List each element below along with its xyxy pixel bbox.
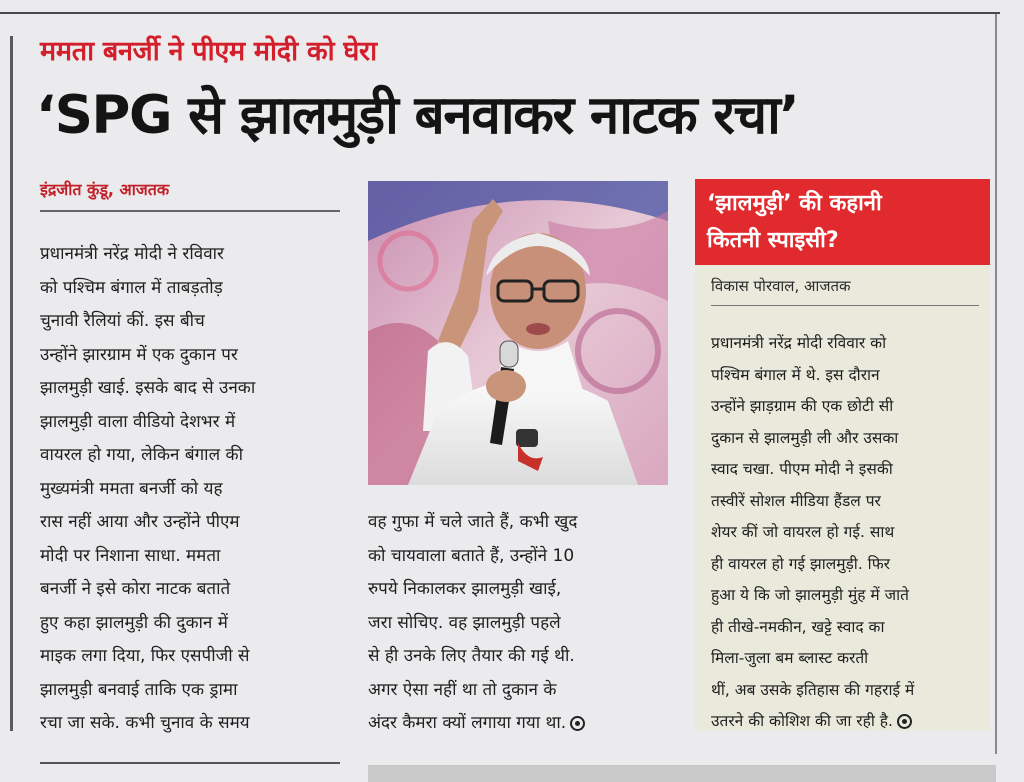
sidebar-title-line: ‘झालमुड़ी’ की कहानी (707, 191, 882, 216)
left-column-rule (10, 36, 13, 731)
next-item-strip (368, 765, 996, 782)
sidebar-line: मिला-जुला बम ब्लास्ट करती (711, 649, 869, 667)
sidebar-line: शेयर कीं जो वायरल हो गई. साथ (711, 523, 895, 541)
sidebar-line: स्वाद चखा. पीएम मोदी ने इसकी (711, 460, 893, 478)
article-line: को पश्चिम बंगाल में ताबड़तोड़ (40, 277, 223, 298)
headline: ‘SPG से झालमुड़ी बनवाकर नाटक रचा’ (36, 85, 799, 146)
sidebar-line: पश्चिम बंगाल में थे. इस दौरान (711, 365, 880, 384)
article-line: हुए कहा झालमुड़ी की दुकान में (40, 612, 228, 633)
article-line: जरा सोचिए. वह झालमुड़ी पहले (368, 612, 561, 633)
top-rule (0, 12, 1000, 14)
right-column-rule (995, 14, 997, 754)
sidebar-line: दुकान से झालमुड़ी ली और उसका (711, 428, 899, 447)
sidebar-line: हुआ ये कि जो झालमुड़ी मुंह में जाते (711, 586, 909, 604)
article-line: बनर्जी ने इसे कोरा नाटक बताते (40, 579, 231, 599)
sidebar-byline-divider (711, 305, 979, 306)
main-byline: इंद्रजीत कुंडू, आजतक (40, 180, 170, 199)
end-mark-icon (570, 716, 585, 731)
article-line: मुख्यमंत्री ममता बनर्जी को यह (40, 478, 223, 499)
news-photo (368, 181, 668, 485)
article-column-1 (40, 238, 346, 741)
sidebar-line: ही तीखे-नमकीन, खट्टे स्वाद का (711, 617, 885, 636)
article-line: रचा जा सके. कभी चुनाव के समय (40, 713, 250, 733)
sidebar-body (711, 328, 983, 738)
sidebar-title (707, 185, 982, 259)
article-column-2 (368, 506, 668, 741)
article-line: अगर ऐसा नहीं था तो दुकान के (368, 679, 557, 700)
sidebar-line: थीं, अब उसके इतिहास की गहराई में (711, 680, 915, 699)
sidebar-end-line (711, 706, 983, 738)
sidebar-line-text: उतरने की कोशिश की जा रही है. (711, 712, 893, 730)
sidebar-line: ही वायरल हो गई झालमुड़ी. फिर (711, 554, 890, 573)
bottom-divider (40, 762, 340, 764)
sidebar-title-line: कितनी स्पाइसी? (707, 228, 839, 253)
sidebar-line: उन्होंने झाड़ग्राम की एक छोटी सी (711, 397, 894, 415)
article-line: से ही उनके लिए तैयार की गई थी. (368, 646, 575, 666)
article-line: उन्होंने झारग्राम में एक दुकान पर (40, 344, 238, 365)
article-line: मोदी पर निशाना साधा. ममता (40, 545, 221, 566)
sidebar-byline: विकास पोरवाल, आजतक (711, 277, 851, 295)
end-mark-icon (897, 714, 912, 729)
byline-divider (40, 210, 340, 212)
article-line: चुनावी रैलियां कीं. इस बीच (40, 311, 205, 331)
sidebar-line: तस्वीरें सोशल मीडिया हैंडल पर (711, 491, 881, 510)
article-line: माइक लगा दिया, फिर एसपीजी से (40, 646, 250, 666)
article-line: रास नहीं आया और उन्होंने पीएम (40, 512, 240, 532)
article-end-line (368, 707, 668, 741)
article-line: को चायवाला बताते हैं, उन्होंने 10 (368, 545, 575, 566)
article-line: रुपये निकालकर झालमुड़ी खाई, (368, 579, 562, 599)
article-line: वायरल हो गया, लेकिन बंगाल की (40, 445, 243, 465)
speaker-photo-illustration (368, 181, 668, 485)
article-line: प्रधानमंत्री नरेंद्र मोदी ने रविवार (40, 244, 224, 264)
article-line: वह गुफा में चले जाते हैं, कभी खुद (368, 512, 578, 532)
kicker: ममता बनर्जी ने पीएम मोदी को घेरा (40, 36, 377, 67)
article-line-text: अंदर कैमरा क्यों लगाया गया था. (368, 713, 567, 733)
article-line: झालमुड़ी खाई. इसके बाद से उनका (40, 378, 256, 398)
article-line: झालमुड़ी वाला वीडियो देशभर में (40, 411, 236, 432)
sidebar-line: प्रधानमंत्री नरेंद्र मोदी रविवार को (711, 334, 887, 352)
article-line: झालमुड़ी बनवाई ताकि एक ड्रामा (40, 679, 238, 700)
